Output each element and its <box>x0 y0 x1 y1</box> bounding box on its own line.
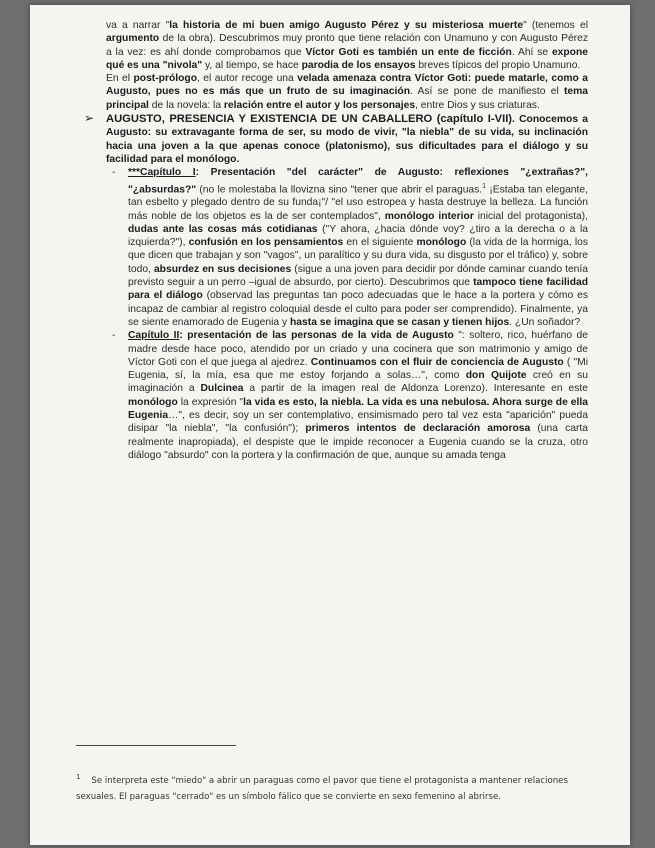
chapter-2-item: - Capítulo II: presentación de las personas de la vida de Augusto ": soltero, rico, huérfano de madre desde hace poco, atendido por un criado y una cocinera que son matrimonio y amigo de Víctor Goti con el que juega al ajedrez. Continuamos con el fluir de conciencia de Augusto ( "Mi Eugenia, sí, la mía, esa que me estoy forjando a solas…", como don Quijote creó en su imaginación a Dulcinea a partir de la imagen real de Aldonza Lorenzo). Interesante en este monólogo la expresión "la vida es esto, la niebla. La vida es una nebulosa. Ahora surge de ella Eugenia…", es decir, soy un ser contemplativo, ensimismado pero tal vez esta "aparición" pueda disipar "la niebla", "la confusión"); primeros intentos de declaración amorosa (una carta realmente inapropiada), el despiste que le impide reconocer a Eugenia cuando se la cruza, otro diálogo "absurdo" con la portera y la confirmación de que, aunque su amada tenga <box>112 330 588 461</box>
chapter-2-label: Capítulo II <box>128 330 180 342</box>
document-page <box>30 5 630 845</box>
intro-paragraph: va a narrar "la historia de mi buen amigo Augusto Pérez y su misteriosa muerte" (tenemos el argumento de la obra). Descubrimos muy pronto que tiene relación con Unamuno y con Augusto Pérez a la vez: es ahí donde comprobamos que Víctor Goti es también un ente de ficción. Ahí se expone qué es una "nivola" y, al tiempo, se hace parodia de los ensayos breves típicos del propio Unamuno. <box>106 20 588 71</box>
section-augusto <box>84 111 588 166</box>
footnote-text: Se interpreta este "miedo" a abrir un paraguas como el pavor que tiene el protagonista a mantener relaciones sexuales. El paraguas "cerrado" es un símbolo fálico que se convierte en sexo femenino al abrirse. <box>76 775 568 802</box>
section-heading: AUGUSTO, PRESENCIA Y EXISTENCIA DE UN CABALLERO (capítulo I-VII) <box>106 113 513 126</box>
page-body <box>84 19 589 462</box>
footnote-ref: 1 <box>482 182 487 190</box>
footnote <box>76 769 572 805</box>
dash-bullet: - <box>112 330 116 342</box>
dash-bullet: - <box>112 167 116 179</box>
chapter-1-item: - ***Capítulo I: Presentación "del carácter" de Augusto: reflexiones "¿extrañas?", "¿absurdas?" (no le molestaba la llovizna sino "tener que abrir el paraguas.$^1$ ¡Estaba tan elegante, tan esbelto y plegado dentro de su funda¡"/ "el uso estropea y hasta destruye la belleza. La función más noble de los objetos es la de ser contemplados", monólogo interior inicial del protagonista), dudas ante las cosas más cotidianas ("Y ahora, ¿hacia dónde voy? ¿tiro a la derecha o a la izquierda?"), confusión en los pensamientos en el siguiente monólogo (la vida de la hormiga, los que dicen que trabajan y son "vagos", un paralítico y su dura vida, su disgusto por el tráfico) y, sobre todo, absurdez en sus decisiones (sigue a una joven para decidir por dónde caminar cuando tenía previsto seguir a un perro –igual de absurdo, por cierto). Descubrimos que tampoco tiene facilidad para el diálogo (observad las preguntas tan poco adecuadas que le hace a la portera y cómo es incapaz de cambiar al registro coloquial desde el culto para poder ser comprendido). Finalmente, ya se siente enamorado de Eugenia y hasta se imagina que se casan y tienen hijos. ¿Un soñador? <box>112 167 589 328</box>
chapter-1-label: ***Capítulo I <box>128 167 196 179</box>
footnote-number: 1 <box>76 773 81 781</box>
arrow-bullet-icon: ➢ <box>84 111 95 126</box>
section-summary: . Conocemos a Augusto: su extravagante forma de ser, su modo de vivir, "la niebla" de su vida, su inclinación hacia una joven a la que apenas conoce (platonismo), sus dificultades para el diálogo y su facilidad para el monólogo. <box>106 114 588 165</box>
footnote-divider <box>76 745 236 746</box>
post-prologue-paragraph: En el post-prólogo, el autor recoge una velada amenaza contra Víctor Goti: puede matarle, como a Augusto, pues no es más que un fruto de su imaginación. Así se pone de manifiesto el tema principal de la novela: la relación entre el autor y los personajes, entre Dios y sus criaturas. <box>106 73 589 111</box>
